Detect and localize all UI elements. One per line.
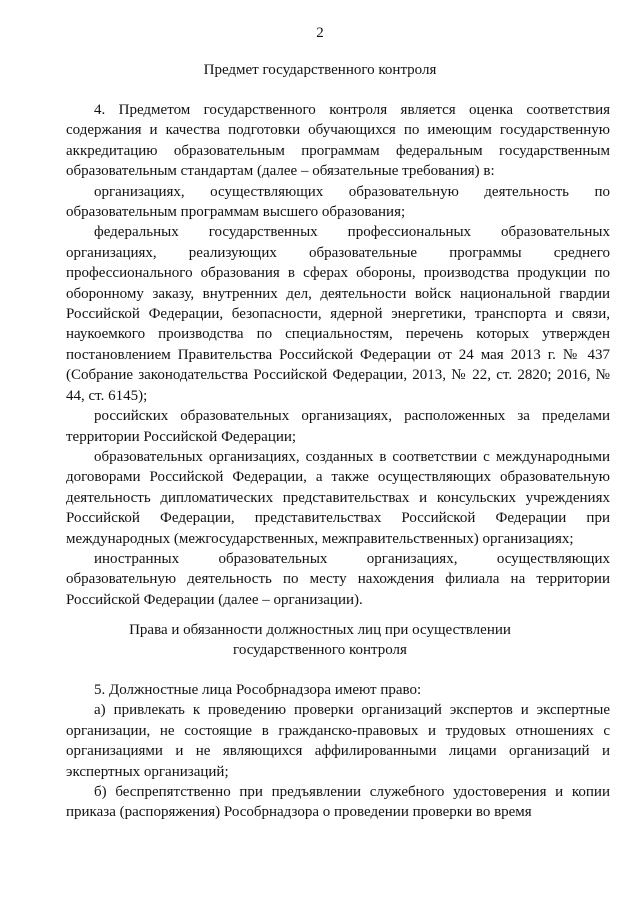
section-heading-subject-of-control: Предмет государственного контроля — [203, 62, 437, 78]
section-heading-rights-duties — [40, 620, 600, 660]
list-item-b: б) беспрепятственно при предъявлении служебного удостоверения и копии приказа (распоряжения) Рособрнадзора о проведении проверки во время — [66, 784, 610, 821]
section-heading-line-2: государственного контроля — [233, 642, 407, 658]
section-body-subject-of-control — [66, 100, 610, 610]
page-number: 2 — [316, 25, 324, 41]
list-item-international-treaties: образовательных организациях, созданных в соответствии с международными договорами Российской Федерации, а также осуществляющих образовательную деятельность дипломатических представительствах и консульских учреждениях Российской Федерации, представительствах Российской Федерации при международных (межгосударственных, межправительственных) организациях; — [66, 448, 610, 547]
section-body-rights-duties — [66, 680, 610, 823]
list-item-federal-vocational: федеральных государственных профессиональных образовательных организациях, реализующих образовательные программы среднего профессионального образования в сферах обороны, производства продукции по оборонному заказу, внутренних дел, деятельности войск национальной гвардии Российской Федерации, безопасности, ядерной энергетики, транспорта и связи, наукоемкого производства по специальностям, перечень которых утвержден постановлением Правительства Российской Федерации от 24 мая 2013 г. № 437 (Собрание законодательства Российской Федерации, 2013, № 22, ст. 2820; 2016, № 44, ст. 6145); — [66, 224, 610, 404]
section-heading-line-1: Права и обязанности должностных лиц при осуществлении — [129, 622, 511, 638]
paragraph-5: 5. Должностные лица Рособрнадзора имеют право: — [94, 682, 422, 698]
list-item-a: а) привлекать к проведению проверки организаций экспертов и экспертные организации, не состоящие в гражданско-правовых и трудовых отношениях с организациями и не являющихся аффилированными лицами организаций и экспертных организаций; — [66, 702, 610, 780]
list-item-foreign-branches: иностранных образовательных организациях, осуществляющих образовательную деятельность по месту нахождения филиала на территории Российской Федерации (далее – организации). — [66, 550, 610, 608]
list-item-higher-education: организациях, осуществляющих образовательную деятельность по образовательным программам высшего образования; — [66, 183, 610, 221]
paragraph-4: 4. Предметом государственного контроля является оценка соответствия содержания и качества подготовки обучающихся по имеющим государственную аккредитацию образовательным программам федеральным государственным образовательным стандартам (далее – обязательные требования) в: — [66, 102, 610, 180]
list-item-abroad: российских образовательных организациях, расположенных за пределами территории Российской Федерации; — [66, 408, 610, 445]
